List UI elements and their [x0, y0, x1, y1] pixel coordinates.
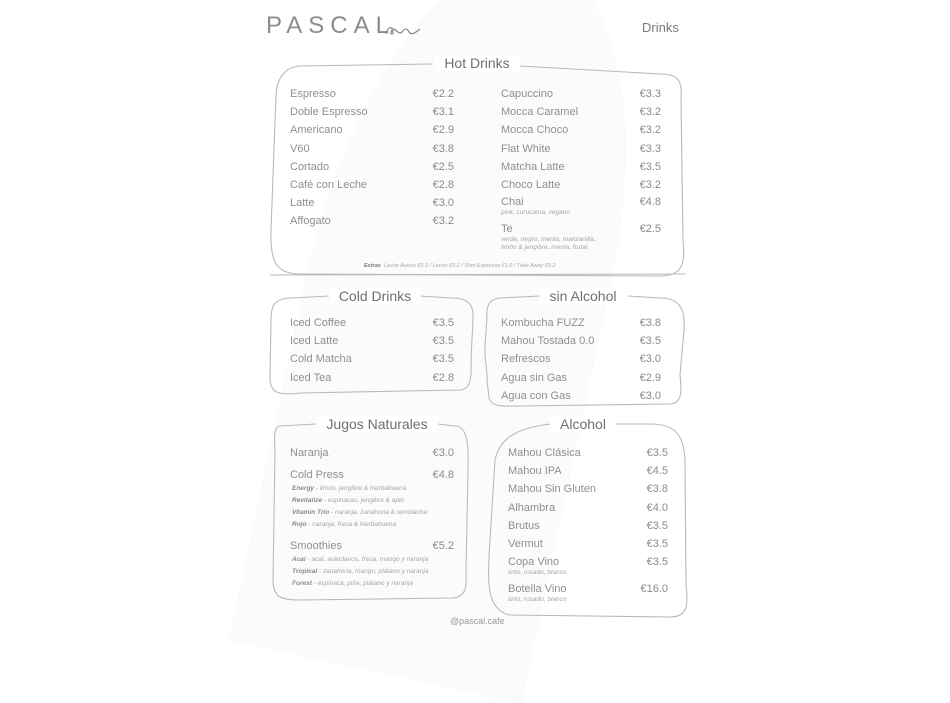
menu-item: Agua con Gas €3.0: [501, 389, 661, 402]
menu-item: Agua sin Gas €2.9: [501, 371, 661, 384]
section-title-hot-drinks: Hot Drinks: [434, 55, 519, 71]
menu-item: Iced Latte €3.5: [290, 335, 454, 348]
menu-item: Mahou Tostada 0.0 €3.5: [501, 335, 661, 348]
menu-item: Affogato €3.2: [290, 215, 454, 228]
item-note: tinto, rosado, blanco: [508, 569, 567, 577]
alcohol-list: [508, 444, 668, 604]
menu-item: Iced Tea €2.8: [290, 371, 454, 384]
section-title-cold-drinks: Cold Drinks: [329, 288, 421, 304]
menu-item: Refrescos €3.0: [501, 353, 661, 366]
menu-item: Espresso €2.2: [290, 88, 454, 100]
item-note: verde, negro, menta, manzanilla,: [501, 235, 596, 243]
menu-item: Iced Coffee €3.5: [290, 317, 454, 329]
item-note: tinto, rosado, blanco: [508, 595, 567, 603]
menu-item: Matcha Latte €3.5: [501, 160, 661, 173]
cold-drinks-list: [290, 314, 454, 387]
page-label: Drinks: [642, 20, 679, 35]
extras-line: Extras Leche Avena €0.3 / Leche €0.2 / Shot Espresso €1.0 / Take Away €0.2: [364, 263, 556, 269]
menu-item: Kombucha FUZZ €3.8: [501, 317, 661, 329]
menu-item: Americano €2.9: [290, 124, 454, 137]
menu-item: Flat White €3.3: [501, 142, 661, 155]
menu-item: Choco Latte €3.2: [501, 178, 661, 191]
menu-item-te: Te €2.5 verde, negro, menta, manzanilla, limón & jengibre, menta, frutal: [501, 222, 661, 252]
menu-item: Mahou Sin Gluten €3.8: [508, 483, 668, 496]
menu-item: Mahou IPA €4.5: [508, 465, 668, 478]
menu-item: Café con Leche €2.8: [290, 178, 454, 191]
menu-item: Capuccino €3.3: [501, 88, 661, 100]
social-handle: @pascal.cafe: [450, 616, 505, 626]
wave-icon: [385, 22, 421, 38]
menu-item-chai: Chai €4.8 pink, curucama, vegano: [501, 196, 661, 217]
variant: Tropical - zanahoria, mango, plátano y naranja: [292, 568, 429, 576]
sin-alcohol-list: [501, 314, 661, 405]
brand-logo: PASCAL: [266, 12, 395, 39]
section-title-jugos: Jugos Naturales: [316, 416, 437, 432]
hot-drinks-right-list: [501, 85, 661, 253]
menu-item: Mocca Caramel €3.2: [501, 106, 661, 119]
menu-item: Mocca Choco €3.2: [501, 124, 661, 137]
item-note: pink, curucama, vegano: [501, 209, 571, 217]
menu-item: Cold Matcha €3.5: [290, 353, 454, 366]
variant: Acai - acaí, arándanos, fresa, mango y naranja: [292, 556, 429, 564]
menu-item: Latte €3.0: [290, 197, 454, 210]
menu-item: Vermut €3.5: [508, 537, 668, 550]
variant: Revitalize - espinacas, jengibre & apio: [292, 496, 405, 504]
jugos-list: [290, 444, 454, 590]
menu-item: Doble Espresso €3.1: [290, 106, 454, 119]
item-note: limón & jengibre, menta, frutal: [501, 244, 588, 252]
variant: Rojo - naranja, fresa & hierbabuena: [292, 520, 397, 528]
menu-item-smoothies: Smoothies €5.2 Acai - acaí, arándanos, fresa, mango y naranja Tropical - zanahoria, mango, plátano y naranja Forest - espinaca, piña, plátano y naranja: [290, 538, 454, 589]
section-title-alcohol: Alcohol: [550, 416, 616, 432]
menu-item: Mahou Clásica €3.5: [508, 447, 668, 459]
variant: Energy - limón, jengibre & hierbabuena: [292, 485, 407, 493]
menu-item: V60 €3.8: [290, 142, 454, 155]
menu-item-copa-vino: Copa Vino €3.5 tinto, rosado, blanco: [508, 556, 668, 577]
menu-item-cold-press: Cold Press €4.8 Energy - limón, jengibre & hierbabuena Revitalize - espinacas, jengibre & apio Vitamin Trio - naranja, zanahoria & remolacha Rojo - naranja, fresa & hierbabuena: [290, 467, 454, 530]
menu-item-naranja: Naranja €3.0: [290, 447, 454, 459]
variant: Forest - espinaca, piña, plátano y naranja: [292, 579, 414, 587]
hot-drinks-left-list: [290, 85, 454, 231]
menu-item: Brutus €3.5: [508, 519, 668, 532]
section-title-sin-alcohol: sin Alcohol: [540, 288, 627, 304]
menu-item: Alhambra €4.0: [508, 501, 668, 514]
menu-item: Cortado €2.5: [290, 160, 454, 173]
variant: Vitamin Trio - naranja, zanahoria & remolacha: [292, 508, 428, 516]
menu-item-botella-vino: Botella Vino €16.0 tinto, rosado, blanco: [508, 582, 668, 603]
